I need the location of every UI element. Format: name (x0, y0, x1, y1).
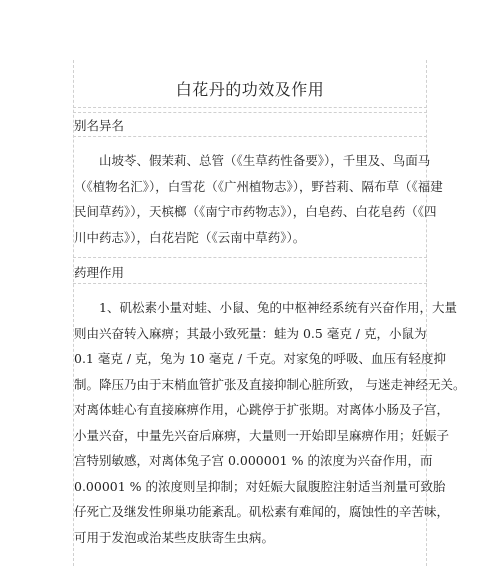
section-heading-pharmacology: 药理作用 (74, 265, 125, 280)
paragraph-line: 对离体蛙心有直接麻痹作用，心跳停于扩张期。对离体小肠及子宫， (74, 402, 450, 417)
paragraph-line: 宫特别敏感，对离体兔子宫 0.000001 % 的浓度为兴奋作用，而 (74, 453, 433, 468)
title-bottom-guide (73, 107, 427, 108)
paragraph-line: 可用于发泡或治某些皮肤寄生虫病。 (74, 529, 275, 545)
paragraph-line: 山坡苓、假茉莉、总管（《生草药性备要》），千里及、鸟面马 (99, 153, 431, 168)
aliases-paragraph (74, 148, 443, 250)
paragraph-line: 则由兴奋转入麻痹；其最小致死量：蛙为 0.5 毫克 / 克，小鼠为 (74, 325, 427, 341)
paragraph-line: 小量兴奋，中量先兴奋后麻痹，大量则一开始即呈麻痹作用；妊娠子 (74, 427, 450, 443)
paragraph-line: 仔死亡及继发性卵巢功能紊乱。矶松素有难闻的，腐蚀性的辛苦味， (74, 504, 450, 519)
document-title: 白花丹的功效及作用 (175, 80, 325, 99)
paragraph-line: 0.00001 % 的浓度则呈抑制；对妊娠大鼠腹腔注射适当剂量可致胎 (74, 478, 446, 494)
section-heading-aliases: 别名异名 (74, 118, 125, 133)
paragraph-line: 1、矶松素小量对蛙、小鼠、兔的中枢神经系统有兴奋作用，大量 (99, 300, 457, 315)
section2-top-guide (73, 257, 427, 258)
section1-top-guide (73, 112, 427, 113)
paragraph-line: 川中药志》），白花岩陀（《云南中草药》）。 (74, 229, 306, 245)
paragraph-line: 0.1 毫克 / 克，兔为 10 毫克 / 千克。对家兔的呼吸、血压有轻度抑 (74, 351, 447, 366)
paragraph-line: 民间草药》），天槟榔（《南宁市药物志》），白皂药、白花皂药（《四 (74, 204, 437, 219)
paragraph-line: 制。降压乃由于末梢血管扩张及直接抑制心脏所致， 与迷走神经无关。 (74, 376, 466, 392)
paragraph-line: （《植物名汇》），白雪花（《广州植物志》），野苔莉、隔布草（《福建 (74, 178, 443, 194)
section2-bottom-guide (73, 283, 427, 284)
section1-bottom-guide (73, 136, 427, 137)
pharmacology-paragraph (74, 295, 466, 550)
